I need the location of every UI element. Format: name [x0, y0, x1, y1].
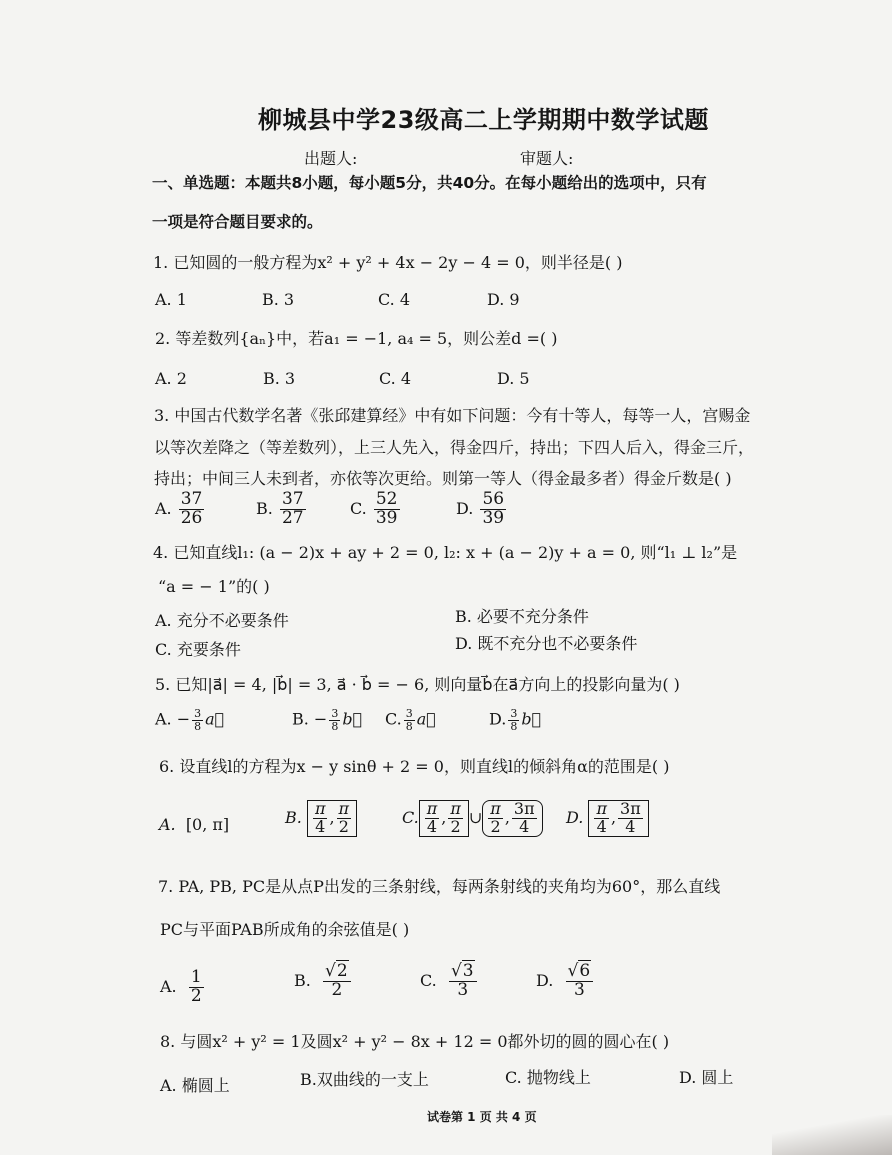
q4-option-b: B. 必要不充分条件 [455, 607, 589, 626]
q3-stem-line1: 3. 中国古代数学名著《张邱建算经》中有如下问题：今有十等人，每等一人，宫赐金 [154, 406, 751, 425]
q8-option-c: C. 抛物线上 [505, 1068, 591, 1087]
q7-option-a: A. $\frac{1}{2}$ [160, 967, 202, 1006]
page-footer: 试卷第 1 页 共 4 页 [427, 1110, 537, 1124]
q3-option-d-fraction: $\frac{56}{39}$ [482, 489, 505, 528]
setter-label: 出题人: [304, 149, 358, 168]
q3-option-a: A. $\frac{37}{26}$ [155, 489, 203, 528]
q4-option-d: D. 既不充分也不必要条件 [455, 634, 638, 653]
q6-option-b: B. $\frac{\pi}{4}$ , $\frac{\pi}{2}$ [285, 800, 357, 837]
exam-title: 柳城县中学23级高二上学期期中数学试题 [258, 106, 709, 134]
q8-option-a: A. 椭圆上 [160, 1076, 230, 1095]
q3-option-b: B. $\frac{37}{27}$ [256, 489, 304, 528]
q8-stem: 8. 与圆x² + y² = 1及圆x² + y² − 8x + 12 = 0都外切的圆的圆心在( ) [160, 1032, 670, 1051]
q5-option-a-fraction: $\frac{3}{8}$ [194, 707, 202, 733]
q1-stem: 1. 已知圆的一般方程为x² + y² + 4x − 2y − 4 = 0，则半径是( ) [153, 253, 623, 272]
q5-stem: 5. 已知|a⃗| = 4, |b⃗| = 3, a⃗ · b⃗ = − 6, 则向量b⃗在a⃗方向上的投影向量为( ) [155, 675, 680, 694]
q8-option-b: B.双曲线的一支上 [300, 1070, 429, 1089]
q1-option-a: A. 1 [155, 290, 187, 309]
q6-option-b-interval: $\frac{\pi}{4}$ , $\frac{\pi}{2}$ [307, 800, 357, 837]
q5-option-c-fraction: $\frac{3}{8}$ [405, 707, 413, 733]
q6-option-a: A. [0, π] [159, 815, 230, 834]
q5-option-b: B. − $\frac{3}{8}$ b⃗ [292, 707, 363, 733]
q7-option-b: B. $\frac{√2}{2}$ [294, 963, 353, 1000]
q7-option-d: D. $\frac{√6}{3}$ [536, 963, 595, 1000]
q1-option-c: C. 4 [378, 290, 411, 309]
q6-stem: 6. 设直线l的方程为x − y sinθ + 2 = 0，则直线l的倾斜角α的范围是( ) [159, 757, 670, 776]
q1-option-b: B. 3 [262, 290, 295, 309]
q4-stem-line1: 4. 已知直线l₁: (a − 2)x + ay + 2 = 0, l₂: x + (a − 2)y + a = 0, 则“l₁ ⊥ l₂”是 [153, 543, 738, 562]
q7-stem-line1: 7. PA, PB, PC是从点P出发的三条射线，每两条射线的夹角均为60°，那么直线 [158, 877, 721, 896]
q3-stem-line3: 持出；中间三人未到者，亦依等次更给。则第一等人（得金最多者）得金斤数是( ) [154, 469, 732, 488]
q4-option-c: C. 充要条件 [155, 640, 241, 659]
section1-instructions-line2: 一项是符合题目要求的。 [152, 213, 323, 231]
q6-option-c: C. $\frac{\pi}{4}$ , $\frac{\pi}{2}$ ∪ $\frac{\pi}{2}$ , $\frac{3\pi}{4}$ [402, 800, 543, 837]
q7-stem-line2: PC与平面PAB所成角的余弦值是( ) [160, 920, 410, 939]
q6-option-c-interval-left: $\frac{\pi}{4}$ , $\frac{\pi}{2}$ [419, 800, 469, 837]
q4-option-a: A. 充分不必要条件 [155, 611, 289, 630]
q6-option-c-interval-right: $\frac{\pi}{2}$ , $\frac{3\pi}{4}$ [482, 800, 542, 837]
scan-shadow [772, 1115, 892, 1155]
q1-option-d: D. 9 [487, 290, 520, 309]
q5-option-c: C. $\frac{3}{8}$ a⃗ [385, 707, 436, 733]
q3-option-c-fraction: $\frac{52}{39}$ [375, 489, 398, 528]
q3-stem-line2: 以等次差降之（等差数列），上三人先入，得金四斤，持出；下四人后入，得金三斤， [154, 438, 755, 457]
q3-option-b-fraction: $\frac{37}{27}$ [281, 489, 304, 528]
q6-option-d: D. $\frac{\pi}{4}$ , $\frac{3\pi}{4}$ [566, 800, 649, 837]
q3-option-c: C. $\frac{52}{39}$ [350, 489, 398, 528]
q5-option-d: D. $\frac{3}{8}$ b⃗ [489, 707, 542, 733]
q5-option-b-fraction: $\frac{3}{8}$ [331, 707, 339, 733]
q3-option-d: D. $\frac{56}{39}$ [456, 489, 505, 528]
q6-option-d-interval: $\frac{\pi}{4}$ , $\frac{3\pi}{4}$ [588, 800, 648, 837]
q7-option-c: C. $\frac{√3}{3}$ [420, 963, 479, 1000]
q2-stem: 2. 等差数列{aₙ}中，若a₁ = −1, a₄ = 5，则公差d =( ) [155, 329, 558, 348]
q2-option-d: D. 5 [497, 369, 530, 388]
reviewer-label: 审题人: [520, 149, 574, 168]
section1-instructions-line1: 一、单选题：本题共8小题，每小题5分，共40分。在每小题给出的选项中，只有 [152, 174, 707, 192]
q8-option-d: D. 圆上 [679, 1068, 734, 1087]
q2-option-c: C. 4 [379, 369, 412, 388]
q4-stem-line2: “a = − 1”的( ) [158, 577, 270, 596]
q3-option-a-fraction: $\frac{37}{26}$ [180, 489, 203, 528]
q2-option-b: B. 3 [263, 369, 296, 388]
q5-option-d-fraction: $\frac{3}{8}$ [510, 707, 518, 733]
q5-option-a: A. − $\frac{3}{8}$ a⃗ [155, 707, 225, 733]
q2-option-a: A. 2 [155, 369, 187, 388]
